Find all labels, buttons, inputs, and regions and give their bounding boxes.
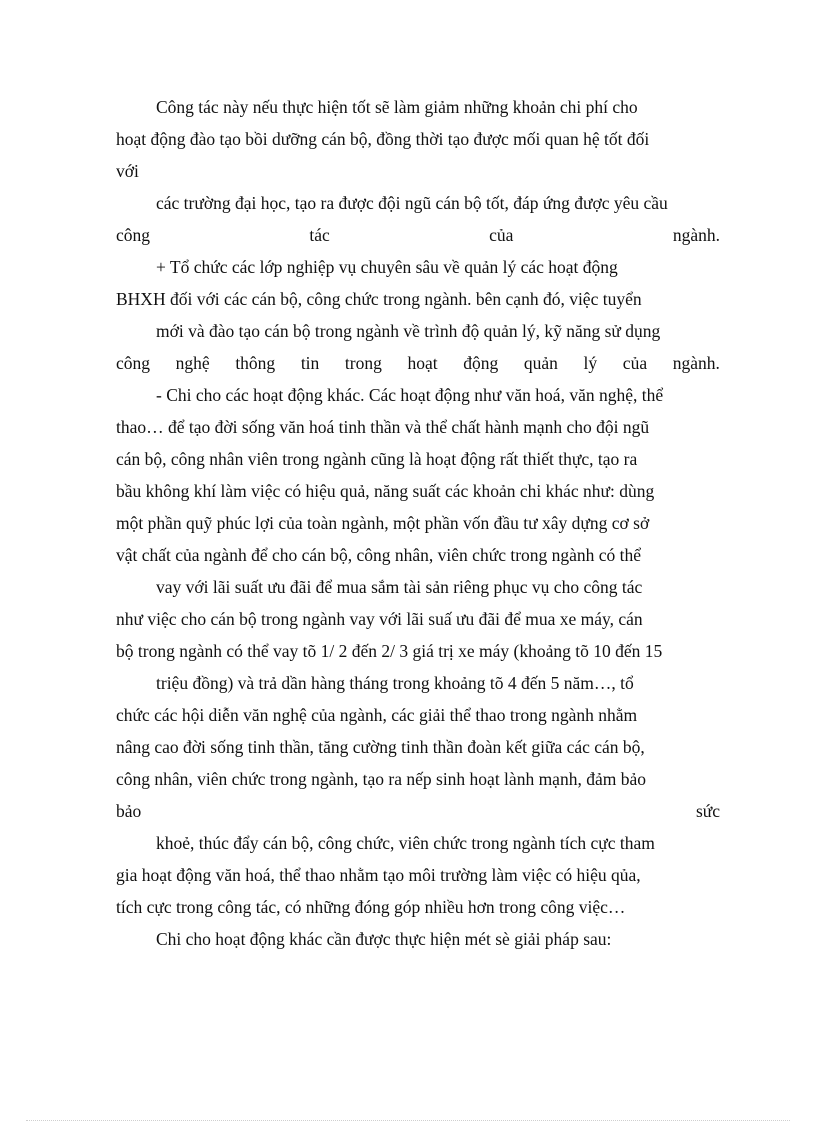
text-line: gia hoạt động văn hoá, thể thao nhằm tạo môi trường làm việc có hiệu qủa, (116, 865, 641, 885)
page-bottom-divider (26, 1120, 790, 1121)
text-line: thao… để tạo đời sống văn hoá tinh thần và thể chất hành mạnh cho đội ngũ (116, 417, 650, 437)
text-word: ngành. (672, 225, 720, 245)
text-word: nghệ (175, 353, 210, 373)
text-line: bộ trong ngành có thể vay tõ 1/ 2 đến 2/ 3 giá trị xe máy (khoảng tõ 10 đến 15 (116, 641, 663, 661)
text-word: của (489, 225, 514, 245)
text-word: bảo (116, 801, 142, 821)
text-line-justified (116, 352, 720, 374)
text-word: sức (695, 801, 720, 821)
text-line: - Chi cho các hoạt động khác. Các hoạt động như văn hoá, văn nghệ, thể (156, 385, 664, 405)
text-line: bầu không khí làm việc có hiệu quả, năng suất các khoản chi khác như: dùng (116, 481, 655, 501)
text-line: triệu đồng) và trả dần hàng tháng trong khoảng tõ 4 đến 5 năm…, tổ (156, 673, 634, 693)
text-word: lý (583, 353, 598, 373)
text-line: một phần quỹ phúc lợi của toàn ngành, một phần vốn đầu tư xây dựng cơ sở (116, 513, 650, 533)
text-line: cán bộ, công nhân viên trong ngành cũng là hoạt động rất thiết thực, tạo ra (116, 449, 638, 469)
text-word: tác (309, 225, 330, 245)
text-line: hoạt động đào tạo bồi dưỡng cán bộ, đồng thời tạo được mối quan hệ tốt đối (116, 129, 650, 149)
text-line: nâng cao đời sống tinh thần, tăng cường tinh thần đoàn kết giữa các cán bộ, (116, 737, 645, 757)
text-line: các trường đại học, tạo ra được đội ngũ cán bộ tốt, đáp ứng được yêu cầu (156, 193, 668, 213)
text-line: mới và đào tạo cán bộ trong ngành về trình độ quản lý, kỹ năng sử dụng (156, 321, 661, 341)
text-word: thông (235, 353, 276, 373)
text-line: khoẻ, thúc đẩy cán bộ, công chức, viên chức trong ngành tích cực tham (156, 833, 655, 853)
text-line: tích cực trong công tác, có những đóng góp nhiều hơn trong công việc… (116, 897, 626, 917)
text-line: BHXH đối với các cán bộ, công chức trong ngành. bên cạnh đó, việc tuyển (116, 289, 642, 309)
text-line-justified (116, 800, 720, 822)
text-line: vay với lãi suất ưu đãi để mua sắm tài sản riêng phục vụ cho công tác (156, 577, 643, 597)
text-word: công (116, 225, 151, 245)
text-line: Công tác này nếu thực hiện tốt sẽ làm giảm những khoản chi phí cho (156, 97, 638, 117)
text-line: Chi cho hoạt động khác cần được thực hiện mét sè giải pháp sau: (156, 929, 612, 949)
text-line-justified (116, 224, 720, 246)
text-line: + Tổ chức các lớp nghiệp vụ chuyên sâu về quản lý các hoạt động (156, 257, 618, 277)
text-word: công (116, 353, 151, 373)
text-word: quản (523, 353, 558, 373)
text-line: với (116, 161, 139, 181)
text-line: công nhân, viên chức trong ngành, tạo ra nếp sinh hoạt lành mạnh, đảm bảo (116, 769, 646, 789)
text-word: tin (300, 353, 320, 373)
text-line: vật chất của ngành để cho cán bộ, công nhân, viên chức trong ngành có thể (116, 545, 642, 565)
text-line: như việc cho cán bộ trong ngành vay với lãi suấ ưu đãi để mua xe máy, cán (116, 609, 643, 629)
text-word: ngành. (672, 353, 720, 373)
text-word: trong (344, 353, 382, 373)
text-word: của (622, 353, 648, 373)
text-line: chức các hội diễn văn nghệ của ngành, các giải thể thao trong ngành nhằm (116, 705, 638, 725)
text-word: hoạt (407, 353, 438, 373)
text-word: động (463, 353, 499, 373)
